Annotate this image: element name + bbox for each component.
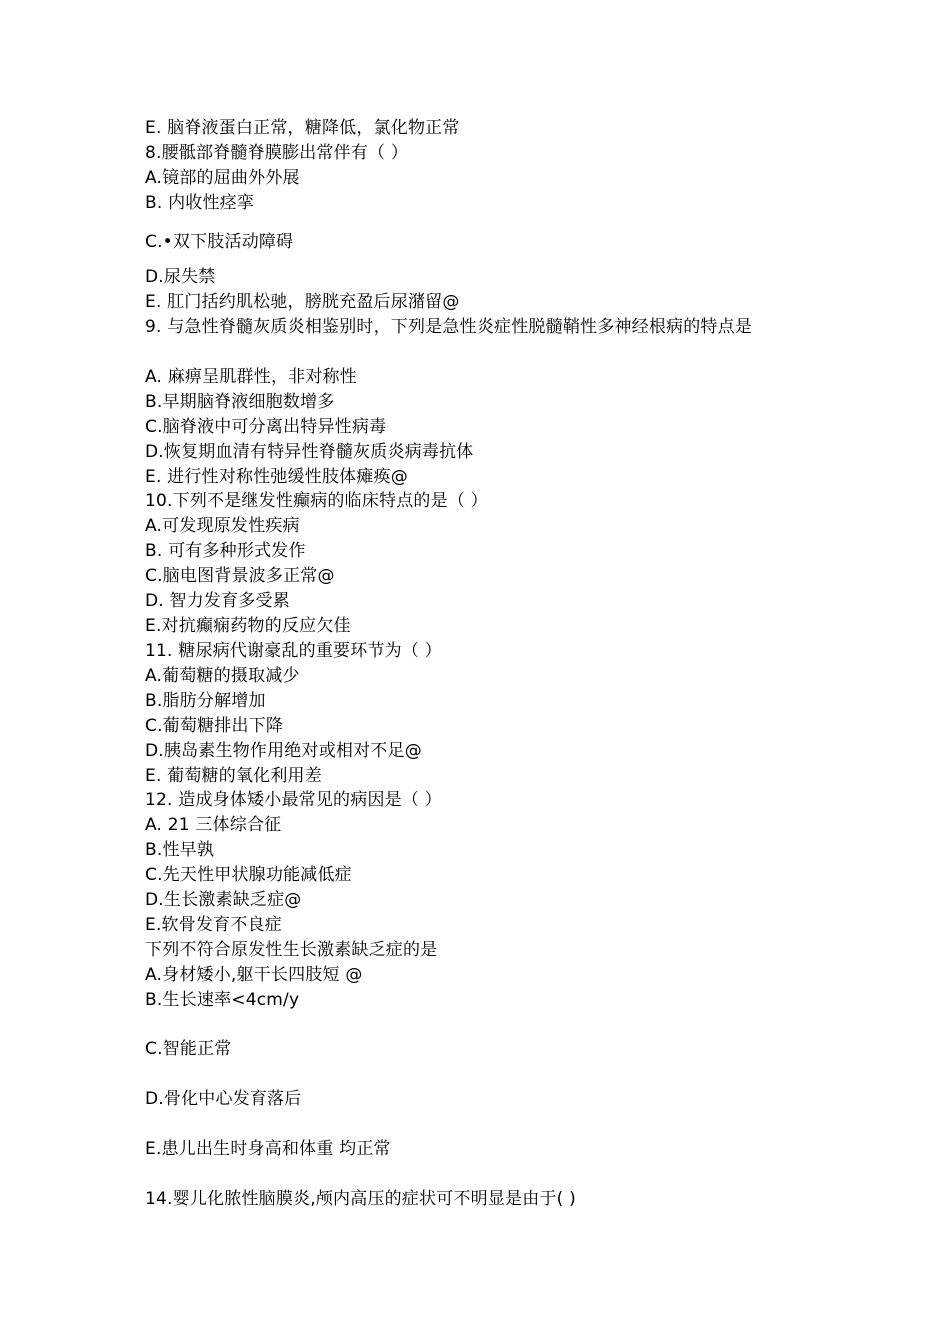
option-d-q10: D. 智力发育多受累 bbox=[145, 591, 290, 611]
option-d-q11: D.胰岛素生物作用绝对或相对不足@ bbox=[145, 741, 422, 761]
option-a-q12: A. 21 三体综合征 bbox=[145, 815, 282, 835]
option-e-q12: E.软骨发育不良症 bbox=[145, 915, 282, 935]
option-d-q9: D.恢复期血清有特异性脊髓灰质炎病毒抗体 bbox=[145, 442, 474, 462]
option-a-q11: A.葡萄糖的摄取减少 bbox=[145, 666, 300, 686]
option-b-q11: B.脂肪分解增加 bbox=[145, 691, 266, 711]
question-12: 12. 造成身体矮小最常见的病因是（ ） bbox=[145, 790, 442, 810]
question-8: 8.腰骶部脊髓脊膜膨出常伴有（ ） bbox=[145, 143, 409, 163]
option-e-q7: E. 脑脊液蛋白正常，糖降低，氯化物正常 bbox=[145, 118, 460, 138]
option-b-q9: B.早期脑脊液细胞数增多 bbox=[145, 392, 335, 412]
option-d-q13: D.骨化中心发育落后 bbox=[145, 1089, 302, 1109]
option-a-q9: A. 麻痹呈肌群性，非对称性 bbox=[145, 367, 357, 387]
option-e-q13: E.患儿出生时身高和体重 均正常 bbox=[145, 1139, 391, 1159]
option-e-q8: E. 肛门括约肌松驰，膀胱充盈后尿潴留@ bbox=[145, 292, 460, 312]
option-b-q10: B. 可有多种形式发作 bbox=[145, 541, 306, 561]
option-e-q9: E. 进行性对称性弛缓性肢体瘫痪@ bbox=[145, 467, 408, 487]
option-c-q10: C.脑电图背景波多正常@ bbox=[145, 566, 335, 586]
option-c-q12: C.先天性甲状腺功能减低症 bbox=[145, 865, 352, 885]
question-14: 14.婴儿化脓性脑膜炎,颅内高压的症状可不明显是由于( ) bbox=[145, 1189, 576, 1209]
question-9: 9. 与急性脊髓灰质炎相鉴别时，下列是急性炎症性脱髓鞘性多神经根病的特点是 bbox=[145, 317, 753, 337]
option-c-q13: C.智能正常 bbox=[145, 1039, 232, 1059]
option-e-q11: E. 葡萄糖的氧化利用差 bbox=[145, 766, 322, 786]
option-b-q13: B.生长速率<4cm/y bbox=[145, 990, 300, 1010]
option-c-q8: C.•双下肢活动障碍 bbox=[145, 232, 294, 252]
option-a-q10: A.可发现原发性疾病 bbox=[145, 516, 300, 536]
option-d-q12: D.生长激素缺乏症@ bbox=[145, 890, 302, 910]
option-a-q13: A.身材矮小,躯干长四肢短 @ bbox=[145, 965, 363, 985]
option-d-q8: D.尿失禁 bbox=[145, 267, 216, 287]
option-a-q8: A.镜部的屈曲外外展 bbox=[145, 168, 300, 188]
option-b-q8: B. 内收性痉挛 bbox=[145, 193, 255, 213]
option-c-q11: C.葡萄糖排出下降 bbox=[145, 716, 284, 736]
option-e-q10: E.对抗癫痫药物的反应欠佳 bbox=[145, 616, 351, 636]
question-11: 11. 糖尿病代谢豪乱的重要环节为（ ） bbox=[145, 641, 442, 661]
option-b-q12: B.性早孰 bbox=[145, 840, 215, 860]
option-c-q9: C.脑脊液中可分离出特异性病毒 bbox=[145, 417, 387, 437]
question-13: 下列不符合原发性生长激素缺乏症的是 bbox=[145, 940, 438, 960]
question-10: 10.下列不是继发性癫病的临床特点的是（ ） bbox=[145, 491, 488, 511]
